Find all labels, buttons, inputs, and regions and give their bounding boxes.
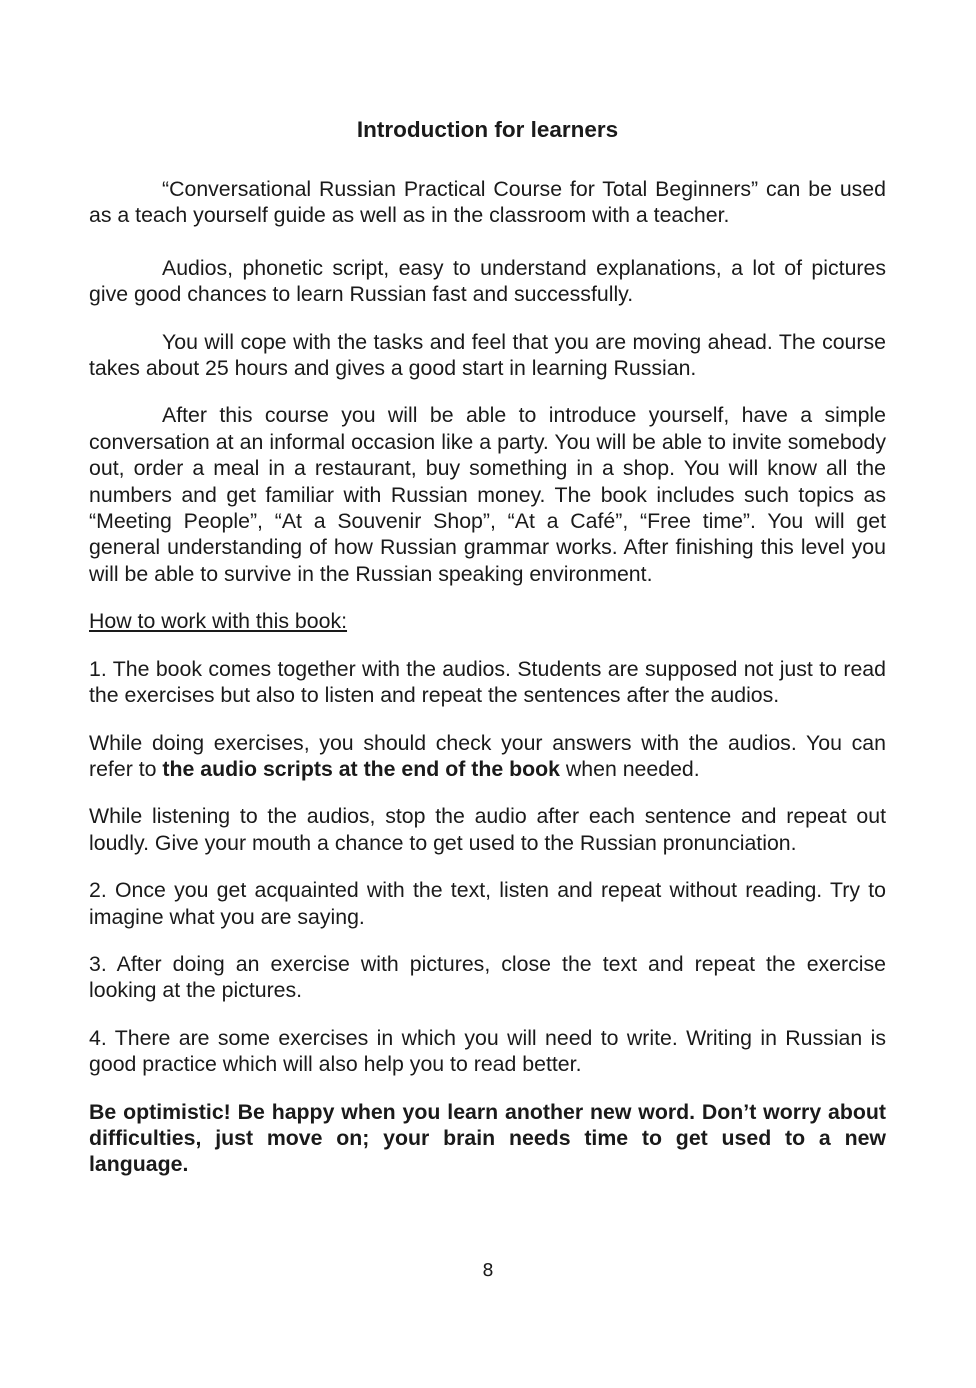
intro-paragraph-1: “Conversational Russian Practical Course for Total Beginners” can be used as a teach yourself guide as well as in the classroom with a teacher. [89, 177, 886, 228]
instruction-item-1: 1. The book comes together with the audios. Students are supposed not just to read the exercises but also to listen and repeat the sentences after the audios. [89, 656, 886, 708]
page-content [89, 112, 886, 1184]
intro-paragraph-2: Audios, phonetic script, easy to understand explanations, a lot of pictures give good chances to learn Russian fast and successfully. [89, 255, 886, 307]
instruction-item-4: 4. There are some exercises in which you will need to write. Writing in Russian is good practice which will also help you to read better. [89, 1025, 886, 1077]
instruction-item-3: 3. After doing an exercise with pictures, close the text and repeat the exercise looking at the pictures. [89, 951, 886, 1003]
how-to-heading: How to work with this book: [89, 609, 348, 634]
page-number: 8 [482, 1260, 494, 1281]
listening-paragraph: While listening to the audios, stop the audio after each sentence and repeat out loudly. Give your mouth a chance to get used to the Russian pronunciation. [89, 804, 886, 855]
closing-paragraph: Be optimistic! Be happy when you learn another new word. Don’t worry about difficulties, just move on; your brain needs time to get used to a new language. [89, 1099, 886, 1177]
check-answers-text-start: While doing exercises, you should check your answers with the audios. You can refer to [89, 730, 886, 781]
intro-paragraph-3: You will cope with the tasks and feel that you are moving ahead. The course takes about 25 hours and gives a good start in learning Russian. [89, 329, 886, 381]
instruction-item-2: 2. Once you get acquainted with the text, listen and repeat without reading. Try to imagine what you are saying. [89, 878, 886, 929]
audio-scripts-emphasis: the audio scripts at the end of the book [162, 756, 560, 781]
check-answers-text-end: when needed. [559, 756, 700, 781]
check-answers-paragraph [89, 730, 886, 783]
intro-paragraph-4: After this course you will be able to introduce yourself, have a simple conversation at an informal occasion like a party. You will be able to invite somebody out, order a meal in a restaurant, buy something in a shop. You will know all the numbers and get familiar with Russian money. The book includes such topics as “Meeting People”, “At a Souvenir Shop”, “At a Café”, “Free time”. You will get general understanding of how Russian grammar works. After finishing this level you will be able to survive in the Russian speaking environment. [89, 403, 886, 586]
page-title: Introduction for learners [356, 117, 619, 142]
